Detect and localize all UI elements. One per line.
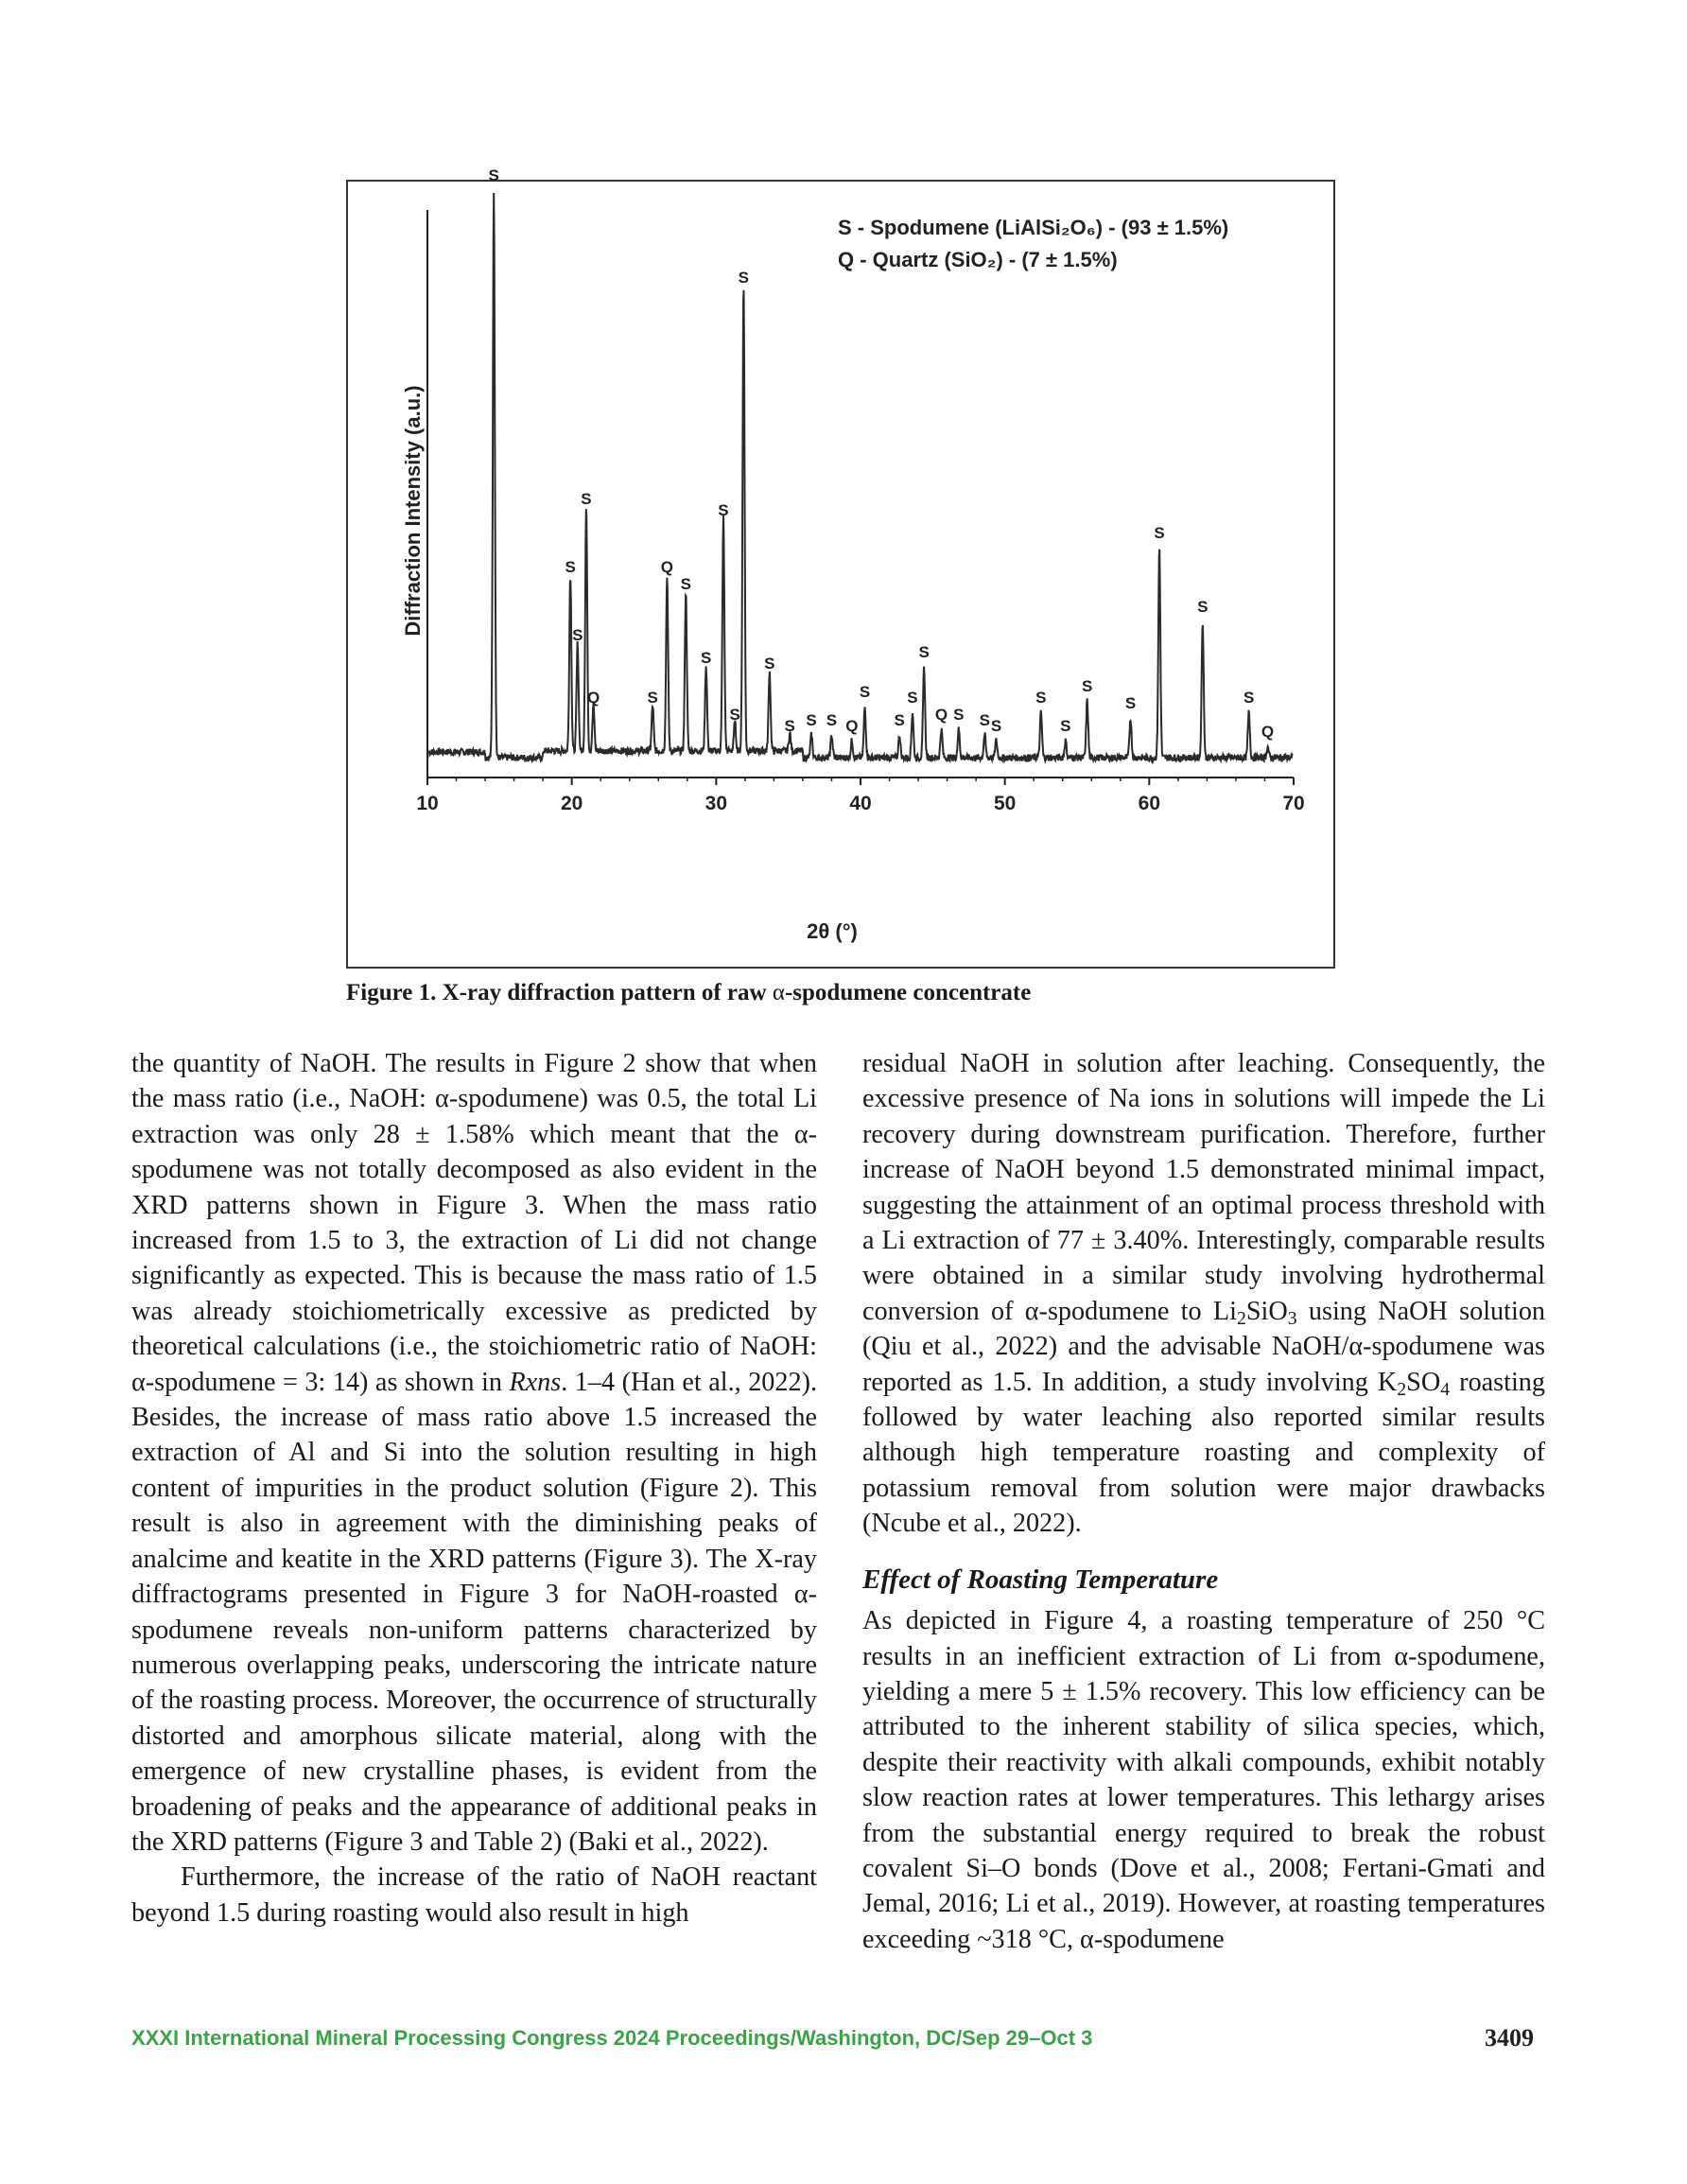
peak-label: S: [581, 490, 592, 508]
xrd-pattern-line: [429, 193, 1293, 761]
right-p1-text-c: using NaOH solution (Qiu et al., 2022) and the advisable NaOH/α-spodumene was reported as 1.5. In addition, a study involving K: [862, 1296, 1545, 1397]
peak-label: S: [1154, 524, 1165, 542]
right-p1-sub-1: 2: [1236, 1307, 1246, 1329]
peak-label: S: [907, 689, 918, 707]
right-column: [862, 1046, 1545, 1957]
peak-label: S: [826, 711, 838, 729]
peak-label: Q: [934, 706, 948, 724]
right-p1-text-b: SiO: [1245, 1296, 1288, 1326]
left-p1-rxns: Rxns: [509, 1367, 562, 1397]
peak-label: Q: [1261, 723, 1275, 741]
right-p1-sub-4: 4: [1440, 1378, 1451, 1400]
legend-quartz: Q - Quartz (SiO₂) - (7 ± 1.5%): [838, 248, 1118, 271]
figure-frame: [346, 166, 1335, 969]
peak-label: S: [1082, 677, 1093, 695]
left-paragraph-1: [131, 1046, 817, 1860]
x-axis-label: 2θ (°): [807, 919, 858, 943]
peak-label: S: [918, 643, 930, 661]
legend-spodumene: S - Spodumene (LiAlSi₂O₆) - (93 ± 1.5%): [838, 216, 1229, 239]
x-tick-label: 50: [993, 793, 1017, 814]
x-tick-label: 70: [1282, 793, 1305, 814]
axis-layer: [416, 210, 1304, 814]
x-tick-label: 10: [416, 793, 439, 814]
peak-label: S: [859, 683, 871, 701]
peak-label: S: [738, 269, 750, 287]
left-paragraph-2: Furthermore, the increase of the ratio of NaOH reactant beyond 1.5 during roasting would also result in high: [131, 1862, 817, 1928]
peak-label: S: [680, 575, 691, 593]
peak-label: S: [806, 711, 817, 729]
footer-conference: XXXI International Mineral Processing Congress 2024 Proceedings/Washington, DC/Sep 29–Oct 3: [131, 2026, 1093, 2050]
peak-label: S: [784, 717, 795, 735]
right-p1-text-e: roasting followed by water leaching also reported similar results although high temperature roasting and complexity of potassium removal from solution were major drawbacks (Ncube et al., 2022).: [862, 1367, 1545, 1539]
peak-label: Q: [845, 717, 859, 735]
peak-label: S: [1244, 689, 1255, 707]
figure-caption: [346, 980, 1335, 1006]
left-p1-text-b: . 1–4 (Han et al., 2022). Besides, the increase of mass ratio above 1.5 increased the extraction of Al and Si into the solution resulting in high content of impurities in the product solution (Figure 2). This result is also in agreement with the diminishing peaks of analcime and keatite in the XRD patterns (Figure 3). The X-ray diffractograms presented in Figure 3 for NaOH-roasted α-spodumene reveals non-uniform patterns characterized by numerous overlapping peaks, underscoring the intricate nature of the roasting process. Moreover, the occurrence of structurally distorted and amorphous silicate material, along with the emergence of new crystalline phases, is evident from the broadening of peaks and the appearance of additional peaks in the XRD patterns (Figure 3 and Table 2) (Baki et al., 2022).: [131, 1367, 818, 1857]
x-tick-label: 60: [1138, 793, 1161, 814]
peak-label: Q: [586, 689, 600, 707]
right-paragraph-2: As depicted in Figure 4, a roasting temperature of 250 °C results in an inefficient extraction of Li from α-spodumene, yielding a mere 5 ± 1.5% recovery. This low efficiency can be attributed to the inherent stability of silica species, which, despite their reactivity with alkali compounds, exhibit notably slow reaction rates at lower temperatures. This lethargy arises from the substantial energy required to break the robust covalent Si–O bonds (Dove et al., 2008; Fertani-Gmati and Jemal, 2016; Li et al., 2019). However, at roasting temperatures exceeding ~318 °C, α-spodumene: [862, 1606, 1545, 1954]
x-tick-label: 30: [704, 793, 728, 814]
caption-alpha: α: [772, 980, 785, 1005]
peak-label: S: [718, 501, 729, 519]
peak-label: S: [1060, 717, 1071, 735]
peak-label: S: [1035, 689, 1047, 707]
y-axis-label: Diffraction Intensity (a.u.): [401, 385, 425, 637]
caption-rest: -spodumene concentrate: [784, 980, 1032, 1005]
peak-label: S: [953, 706, 965, 724]
x-tick-label: 40: [849, 793, 872, 814]
page-number: 3409: [1485, 2024, 1534, 2052]
caption-label: Figure 1. X-ray diffraction pattern of raw: [346, 980, 773, 1005]
peak-label: S: [729, 706, 740, 724]
peak-label: Q: [660, 558, 674, 576]
right-p1-sub-3: 2: [1397, 1378, 1407, 1400]
left-column: [131, 1046, 817, 1931]
peak-label: S: [1197, 598, 1209, 616]
peak-label: S: [979, 711, 990, 729]
left-p1-text-a: the quantity of NaOH. The results in Figure 2 show that when the mass ratio (i.e., NaOH: α-spodumene) was 0.5, the total Li extraction was only 28 ± 1.58% which meant that the α-spodumene was not totally decomposed as also evident in the XRD patterns shown in Figure 3. When the mass ratio increased from 1.5 to 3, the extraction of Li did not change significantly as expected. This is because the mass ratio of 1.5 was already stoichiometrically excessive as predicted by theoretical calculations (i.e., the stoichiometric ratio of NaOH: α-spodumene = 3: 14) as shown in: [131, 1049, 817, 1397]
section-heading: Effect of Roasting Temperature: [862, 1564, 1219, 1595]
peak-label: S: [572, 626, 583, 644]
peak-label: S: [1124, 694, 1137, 712]
peak-label: S: [990, 717, 1002, 735]
xrd-chart: [348, 166, 1333, 967]
peak-label: S: [894, 711, 905, 729]
x-tick-label: 20: [560, 793, 583, 814]
peak-label: S: [647, 689, 658, 707]
peak-label: S: [565, 558, 576, 576]
peak-label: S: [764, 655, 775, 673]
right-p1-sub-2: 3: [1287, 1307, 1297, 1329]
peak-label: S: [700, 649, 712, 667]
peak-label: S: [488, 166, 499, 184]
right-p1-text-a: residual NaOH in solution after leaching. Consequently, the excessive presence of Na ions in solutions will impede the Li recovery during downstream purification. Therefore, further increase of NaOH beyond 1.5 demonstrated minimal impact, suggesting the attainment of an optimal process threshold with a Li extraction of 77 ± 3.40%. Interestingly, comparable results were obtained in a similar study involving hydrothermal conversion of α-spodumene to Li: [862, 1049, 1545, 1326]
right-p1-text-d: SO: [1406, 1367, 1441, 1397]
right-paragraph-1: [862, 1046, 1545, 1542]
